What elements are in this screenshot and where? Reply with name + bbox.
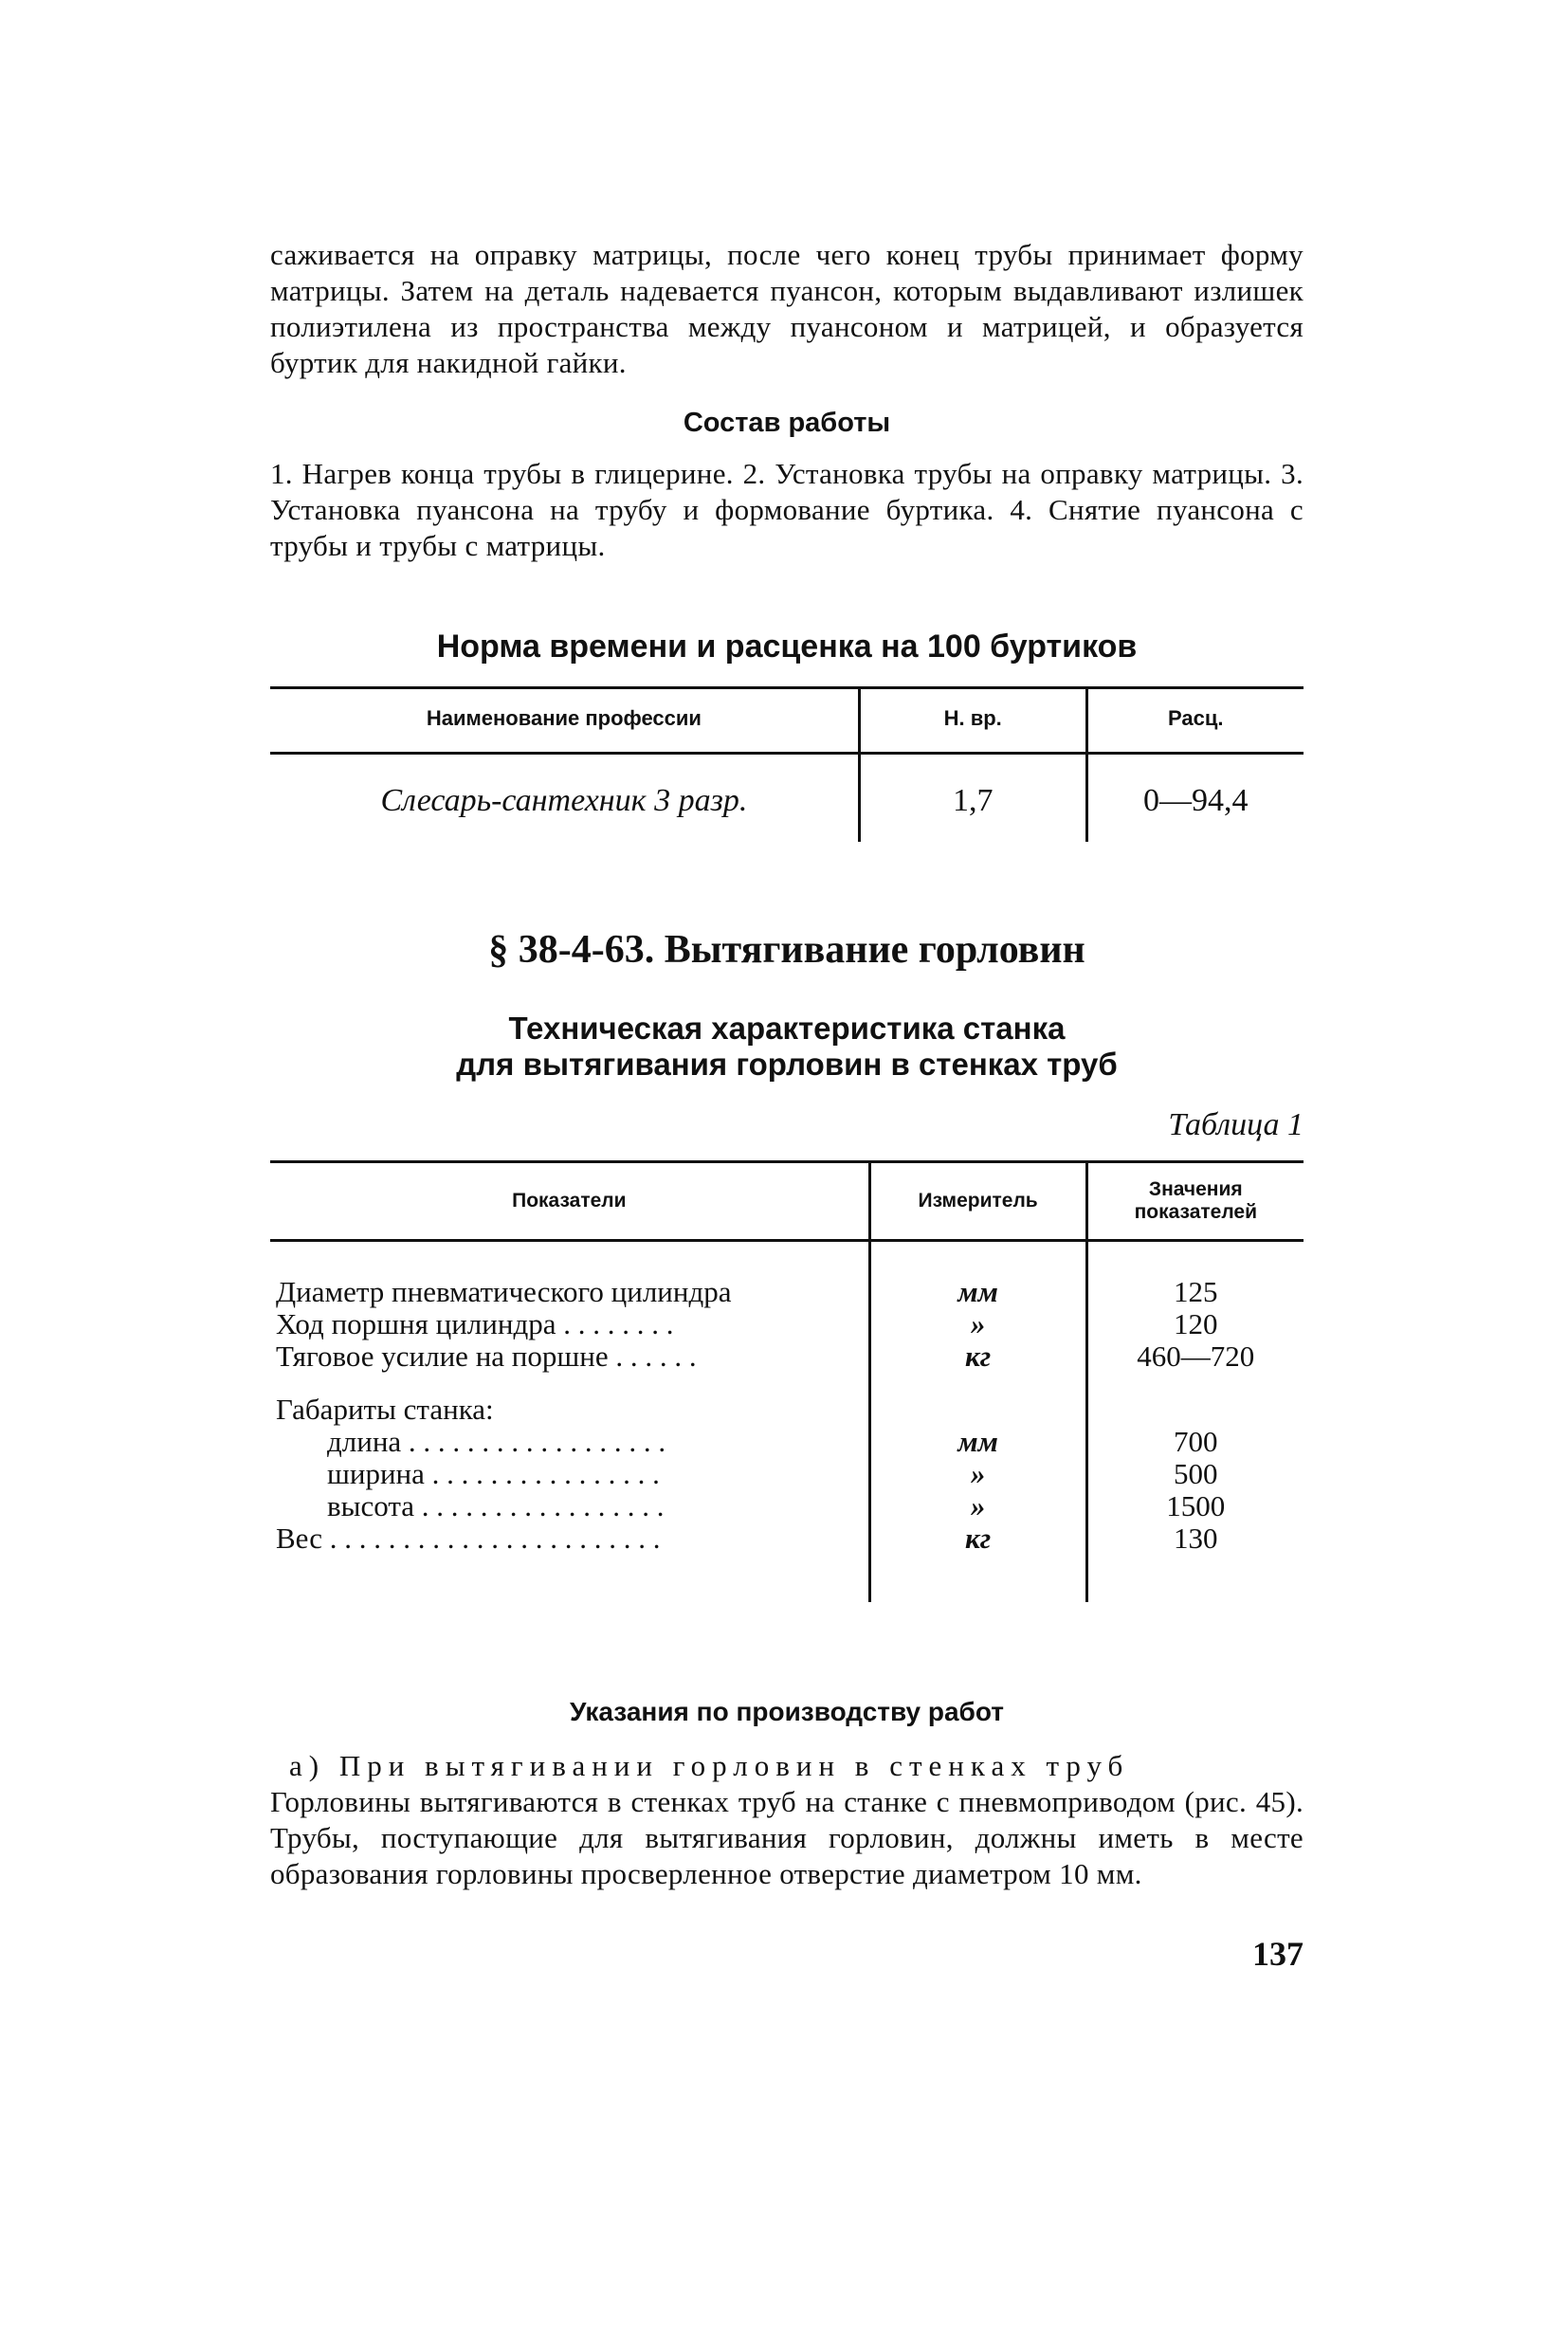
row-unit: » <box>869 1490 1086 1522</box>
row-name: длина . . . . . . . . . . . . . . . . . . <box>327 1426 666 1458</box>
instructions-subheading: а) При вытягивании горловин в стенках труб <box>289 1749 1130 1782</box>
table-row <box>270 1426 1304 1458</box>
table-row <box>270 1308 1304 1340</box>
row-unit <box>869 1373 1086 1426</box>
row-value: 700 <box>1086 1426 1304 1458</box>
row-value: 125 <box>1086 1241 1304 1309</box>
section-title: § 38-4-63. Вытягивание горловин <box>488 928 1085 972</box>
instructions-text: Горловины вытягиваются в стенках труб на станке с пневмоприводом (рис. 45). Трубы, поступающие для вытягивания горловин, должны иметь в месте образования горловины просверленное отверстие диаметром 10 мм. <box>270 1785 1304 1890</box>
col-profession: Наименование профессии <box>270 688 859 754</box>
instructions-heading: Указания по производству работ <box>570 1697 1004 1726</box>
col-time: Н. вр. <box>859 688 1086 754</box>
tech-heading-line1: Техническая характеристика станка <box>508 1011 1066 1046</box>
row-value <box>1086 1373 1304 1426</box>
table-row <box>270 1241 1304 1309</box>
row-unit: » <box>869 1458 1086 1490</box>
col-indicators: Показатели <box>270 1162 869 1241</box>
table-row <box>270 1522 1304 1602</box>
rate-cell: 0—94,4 <box>1086 754 1304 843</box>
row-value: 130 <box>1086 1522 1304 1602</box>
page-number: 137 <box>1252 1935 1304 1973</box>
norm-table <box>270 686 1304 842</box>
col-values: Значения показателей <box>1086 1162 1304 1241</box>
row-value: 1500 <box>1086 1490 1304 1522</box>
row-value: 120 <box>1086 1308 1304 1340</box>
row-value: 460—720 <box>1086 1340 1304 1373</box>
row-unit: » <box>869 1308 1086 1340</box>
work-composition-heading: Состав работы <box>683 408 891 438</box>
row-unit: мм <box>869 1241 1086 1309</box>
table-row <box>270 1490 1304 1522</box>
row-name: высота . . . . . . . . . . . . . . . . . <box>327 1490 665 1522</box>
row-unit: кг <box>869 1340 1086 1373</box>
page-content <box>270 237 1304 1973</box>
profession-cell: Слесарь-сантехник 3 разр. <box>380 783 748 818</box>
table-row <box>270 1458 1304 1490</box>
row-unit: кг <box>869 1522 1086 1602</box>
row-unit: мм <box>869 1426 1086 1458</box>
norm-table-heading: Норма времени и расценка на 100 буртиков <box>436 629 1138 665</box>
table-row <box>270 754 1304 843</box>
row-name: Габариты станка: <box>276 1393 494 1426</box>
table-row <box>270 1373 1304 1426</box>
col-rate: Расц. <box>1086 688 1304 754</box>
table-row <box>270 1340 1304 1373</box>
col-unit: Измеритель <box>869 1162 1086 1241</box>
tech-table <box>270 1160 1304 1602</box>
row-name: ширина . . . . . . . . . . . . . . . . <box>327 1458 660 1490</box>
tech-heading-line2: для вытягивания горловин в стенках труб <box>456 1047 1118 1082</box>
intro-paragraph: саживается на оправку матрицы, после чего конец трубы принимает форму матрицы. Затем на деталь надевается пуансон, которым выдавливают излишек полиэтилена из пространства между пуансоном и матрицей, и образуется буртик для накидной гайки. <box>270 238 1304 379</box>
row-name: Вес . . . . . . . . . . . . . . . . . . . . . . . <box>276 1522 661 1555</box>
row-name: Ход поршня цилиндра . . . . . . . . <box>276 1308 674 1340</box>
row-name: Тяговое усилие на поршне . . . . . . <box>276 1340 697 1373</box>
work-composition-text: 1. Нагрев конца трубы в глицерине. 2. Установка трубы на оправку матрицы. 3. Установка пуансона на трубу и формование буртика. 4. Снятие пуансона с трубы и трубы с матрицы. <box>270 457 1304 562</box>
time-cell: 1,7 <box>859 754 1086 843</box>
table-caption: Таблица 1 <box>1168 1107 1304 1142</box>
row-name: Диаметр пневматического цилиндра <box>276 1275 732 1308</box>
row-value: 500 <box>1086 1458 1304 1490</box>
